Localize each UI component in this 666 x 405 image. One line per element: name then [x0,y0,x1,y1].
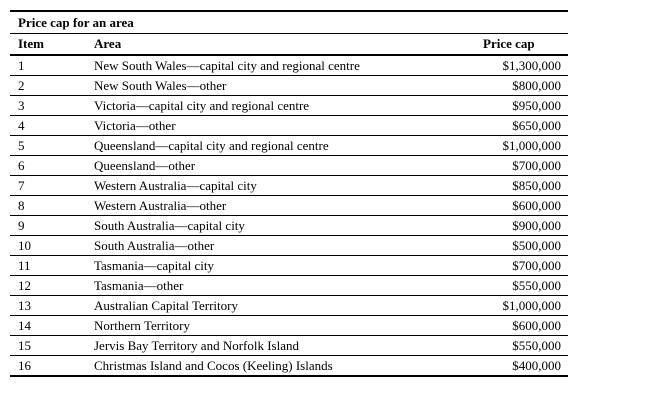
table-row [10,356,568,377]
price-cap-document [10,10,568,377]
item-cell: 14 [10,316,87,336]
price-cell: $550,000 [450,276,568,296]
table-row [10,216,568,236]
price-cell: $600,000 [450,196,568,216]
item-cell: 6 [10,156,87,176]
item-cell: 5 [10,136,87,156]
header-row [10,34,568,55]
table-caption: Price cap for an area [10,12,568,34]
item-cell: 16 [10,356,87,377]
table-row [10,296,568,316]
item-cell: 8 [10,196,87,216]
table-row [10,76,568,96]
table-row [10,256,568,276]
area-cell: Queensland—other [87,156,450,176]
price-cell: $950,000 [450,96,568,116]
header-item: Item [10,34,87,55]
table-row [10,136,568,156]
area-cell: South Australia—capital city [87,216,450,236]
area-cell: New South Wales—other [87,76,450,96]
area-cell: Jervis Bay Territory and Norfolk Island [87,336,450,356]
item-cell: 4 [10,116,87,136]
item-cell: 7 [10,176,87,196]
table-row [10,336,568,356]
area-cell: Australian Capital Territory [87,296,450,316]
price-cell: $500,000 [450,236,568,256]
area-cell: Queensland—capital city and regional centre [87,136,450,156]
table-row [10,196,568,216]
item-cell: 13 [10,296,87,316]
price-cell: $550,000 [450,336,568,356]
area-cell: Tasmania—other [87,276,450,296]
table-row [10,55,568,76]
table-row [10,96,568,116]
item-cell: 11 [10,256,87,276]
price-cell: $1,300,000 [450,55,568,76]
table-row [10,176,568,196]
table-row [10,116,568,136]
item-cell: 1 [10,55,87,76]
price-cell: $1,000,000 [450,136,568,156]
item-cell: 10 [10,236,87,256]
table-row [10,316,568,336]
price-cell: $850,000 [450,176,568,196]
header-price-cap: Price cap [450,34,568,55]
item-cell: 3 [10,96,87,116]
price-cell: $400,000 [450,356,568,377]
header-area: Area [87,34,450,55]
item-cell: 2 [10,76,87,96]
price-cell: $800,000 [450,76,568,96]
item-cell: 12 [10,276,87,296]
item-cell: 15 [10,336,87,356]
price-cell: $650,000 [450,116,568,136]
area-cell: Victoria—capital city and regional centre [87,96,450,116]
area-cell: Tasmania—capital city [87,256,450,276]
area-cell: Northern Territory [87,316,450,336]
area-cell: New South Wales—capital city and regional centre [87,55,450,76]
table-row [10,156,568,176]
price-cell: $700,000 [450,256,568,276]
item-cell: 9 [10,216,87,236]
price-cell: $700,000 [450,156,568,176]
table-body [10,55,568,376]
price-cap-table [10,34,568,377]
area-cell: Western Australia—other [87,196,450,216]
area-cell: Christmas Island and Cocos (Keeling) Islands [87,356,450,377]
area-cell: Western Australia—capital city [87,176,450,196]
price-cell: $1,000,000 [450,296,568,316]
table-row [10,236,568,256]
area-cell: South Australia—other [87,236,450,256]
area-cell: Victoria—other [87,116,450,136]
price-cell: $600,000 [450,316,568,336]
table-row [10,276,568,296]
price-cell: $900,000 [450,216,568,236]
